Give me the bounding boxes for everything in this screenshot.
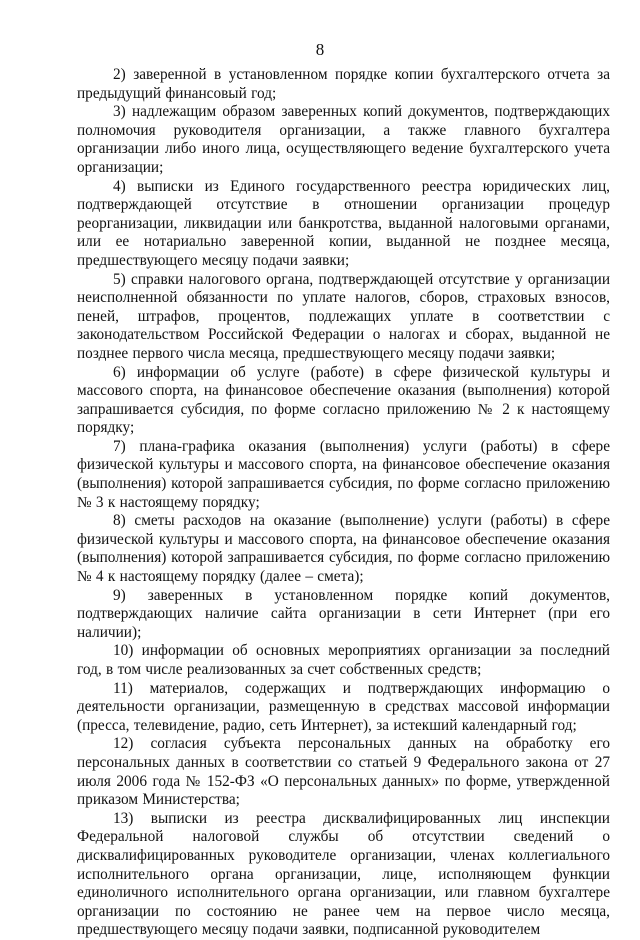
list-item-2: 2) заверенной в установленном порядке копии бухгалтерского отчета за предыдущий финансовый год; xyxy=(77,66,610,102)
list-item-4: 4) выписки из Единого государственного реестра юридических лиц, подтверждающей отсутствие в отношении организации процедур реорганизации, ликвидации или банкротства, выданной налоговыми органами, или ее нотариально заверенной копии, выданной не позднее месяца, предшествующего месяцу подачи заявки; xyxy=(77,177,610,269)
list-item-7: 7) плана-графика оказания (выполнения) услуги (работы) в сфере физической культуры и массового спорта, на финансовое обеспечение оказания (выполнения) которой запрашивается субсидия, по форме согласно приложению № 3 к настоящему порядку; xyxy=(77,437,610,511)
list-item-13: 13) выписки из реестра дисквалифицированных лиц инспекции Федеральной налоговой службы об отсутствии сведений о дисквалифицированных руководителе организации, членах коллегиального исполнительного органа организации, лице, исполняющем функции единоличного исполнительного органа организации, или главном бухгалтере организации по состоянию не ранее чем на первое число месяца, предшествующего месяцу подачи заявки, подписанной руководителем xyxy=(77,809,610,939)
list-item-11: 11) материалов, содержащих и подтверждающих информацию о деятельности организации, размещенную в средствах массовой информации (пресса, телевидение, радио, сеть Интернет), за истекший календарный год; xyxy=(77,679,610,734)
list-item-6: 6) информации об услуге (работе) в сфере физической культуры и массового спорта, на финансовое обеспечение оказания (выполнения) которой запрашивается субсидия, по форме согласно приложению № 2 к настоящему порядку; xyxy=(77,363,610,437)
list-item-10: 10) информации об основных мероприятиях организации за последний год, в том числе реализованных за счет собственных средств; xyxy=(77,642,610,678)
list-item-12: 12) согласия субъекта персональных данных на обработку его персональных данных в соответствии со статьей 9 Федерального закона от 27 июля 2006 года № 152-ФЗ «О персональных данных» по форме, утвержденной приказом Министерства; xyxy=(77,735,610,809)
document-body xyxy=(77,66,610,940)
list-item-9: 9) заверенных в установленном порядке копий документов, подтверждающих наличие сайта организации в сети Интернет (при его наличии); xyxy=(77,586,610,641)
page-number: 8 xyxy=(315,40,325,59)
list-item-5: 5) справки налогового органа, подтверждающей отсутствие у организации неисполненной обязанности по уплате налогов, сборов, страховых взносов, пеней, штрафов, процентов, подлежащих уплате в соответствии с законодательством Российской Федерации о налогах и сборах, выданной не позднее первого числа месяца, предшествующего месяцу подачи заявки; xyxy=(77,270,610,362)
list-item-8: 8) сметы расходов на оказание (выполнение) услуги (работы) в сфере физической культуры и массового спорта, на финансовое обеспечение оказания (выполнения) которой запрашивается субсидия, по форме согласно приложению № 4 к настоящему порядку (далее – смета); xyxy=(77,512,610,586)
list-item-3: 3) надлежащим образом заверенных копий документов, подтверждающих полномочия руководителя организации, а также главного бухгалтера организации либо иного лица, осуществляющего ведение бухгалтерского учета организации; xyxy=(77,103,610,176)
